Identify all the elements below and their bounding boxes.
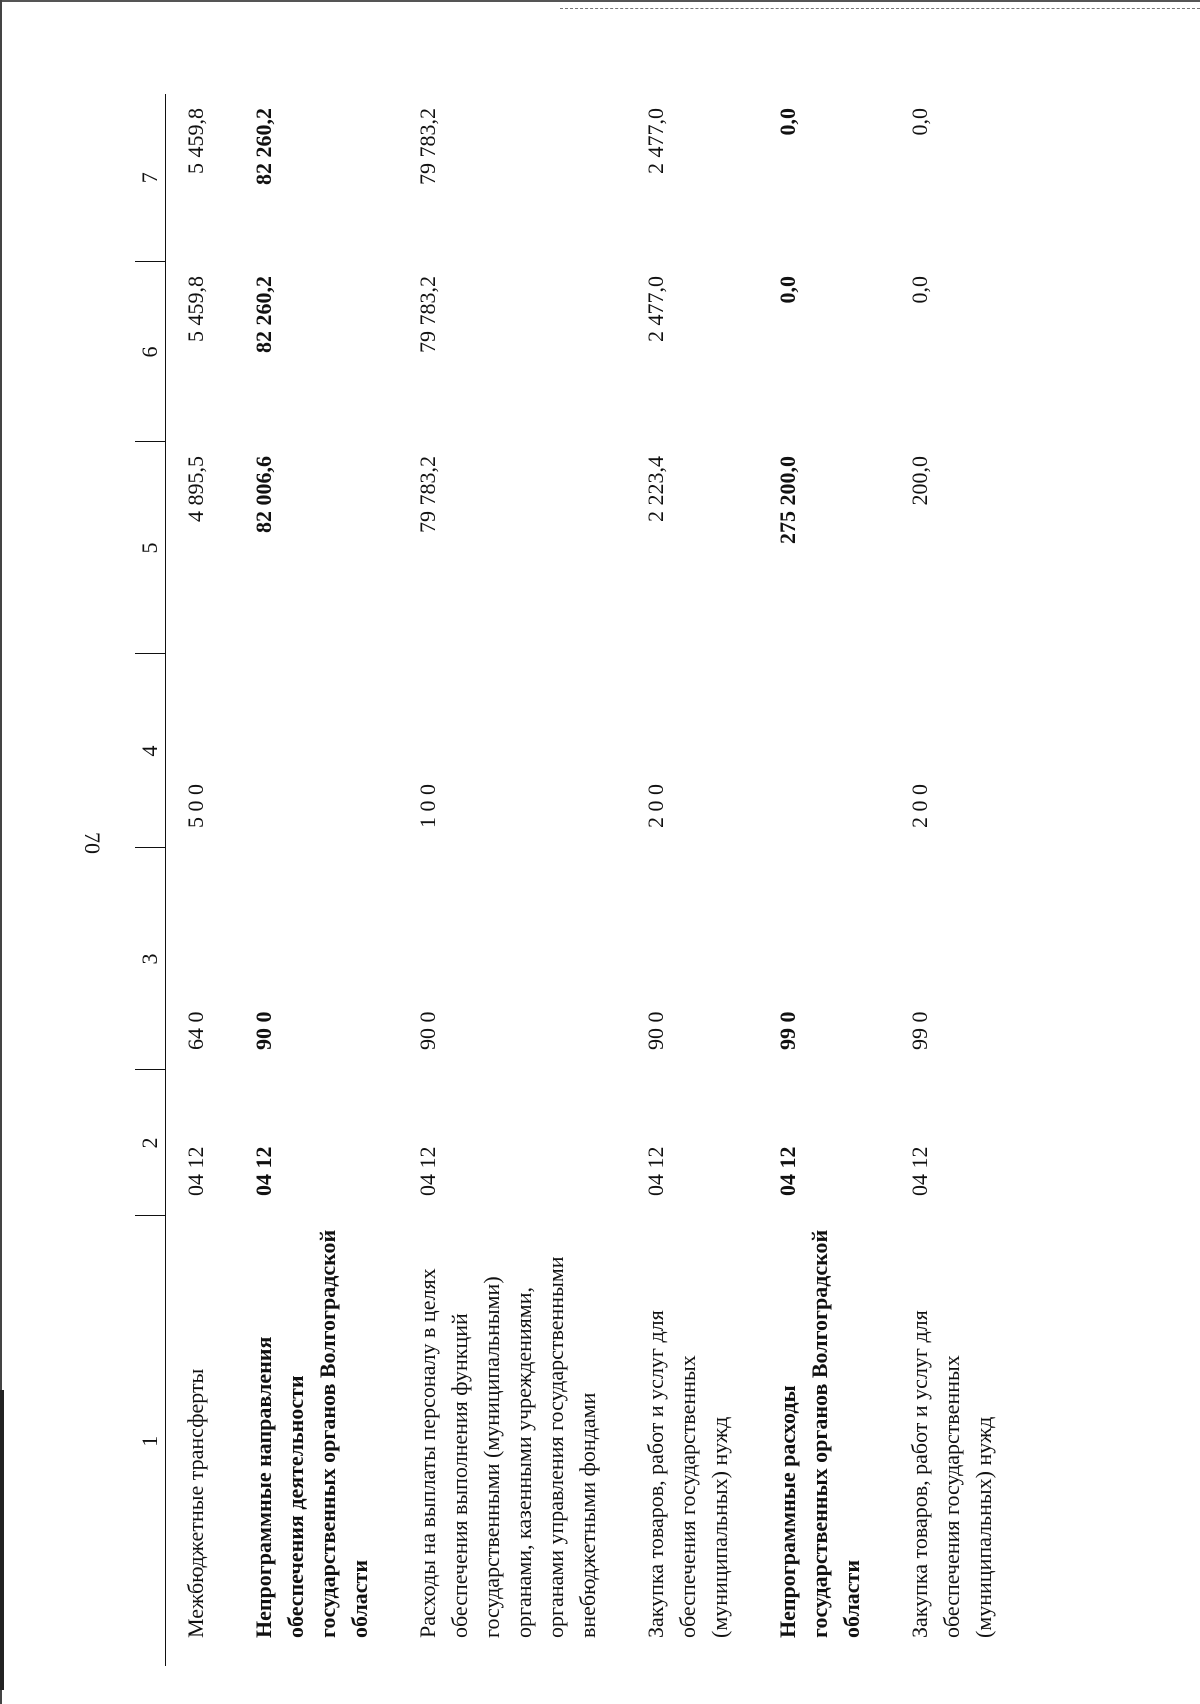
column-header-4: 4 [135,654,166,848]
row-value-6: 79 783,2 [415,276,440,353]
row-value-7: 2 477,0 [643,108,668,174]
row-value-6: 5 459,8 [183,276,208,342]
table-row [398,94,626,1666]
row-value-5: 82 006,6 [251,456,276,533]
row-expense-type: 2 0 0 [643,784,668,828]
row-value-5: 4 895,5 [183,456,208,522]
row-target-code: 90 0 [643,1011,668,1050]
row-expense-type [234,654,398,848]
row-value-6: 82 260,2 [251,276,276,353]
row-name: Межбюджетные трансферты [183,1368,208,1638]
row-target-code: 99 0 [775,1011,800,1050]
page-number: 70 [80,832,105,854]
row-section-code: 04 12 [251,1146,276,1196]
scan-edge-top [0,0,1200,20]
row-section-code: 04 12 [643,1146,668,1196]
row-target-code: 99 0 [907,1011,932,1050]
table-row [626,94,758,1666]
row-value-5: 79 783,2 [415,456,440,533]
row-name: Непрограммные расходы государственных органов Волгоградской области [775,1229,864,1638]
rotated-table-container [135,94,1165,1666]
row-value-7: 79 783,2 [415,108,440,185]
budget-table [135,94,1022,1666]
row-expense-type: 1 0 0 [415,784,440,828]
row-name: Непрограммные направления обеспечения деятельности государственных органов Волгоградской области [251,1229,372,1638]
row-section-code: 04 12 [775,1146,800,1196]
row-section-code: 04 12 [183,1146,208,1196]
row-name: Закупка товаров, работ и услуг для обеспечения государственных (муниципальных) нужд [643,1310,732,1638]
row-expense-type [758,654,890,848]
column-header-5: 5 [135,442,166,654]
row-value-5: 2 223,4 [643,456,668,522]
row-value-6: 0,0 [775,276,800,304]
row-value-6: 2 477,0 [643,276,668,342]
row-name: Расходы на выплаты персоналу в целях обеспечения выполнения функций государственными (муниципальными) органами, казенными учреждениями, органами управления государственными внебюджетными фондами [415,1256,600,1638]
table-row [890,94,1022,1666]
row-value-7: 5 459,8 [183,108,208,174]
column-header-7: 7 [135,94,166,262]
row-expense-type: 2 0 0 [907,784,932,828]
row-value-6: 0,0 [907,276,932,304]
row-target-code: 64 0 [183,1011,208,1050]
row-value-7: 82 260,2 [251,108,276,185]
row-section-code: 04 12 [415,1146,440,1196]
row-expense-type: 5 0 0 [183,784,208,828]
column-header-2: 2 [135,1070,166,1216]
column-header-1: 1 [135,1216,166,1666]
row-value-5: 200,0 [907,456,932,506]
table-row [758,94,890,1666]
row-name: Закупка товаров, работ и услуг для обеспечения государственных (муниципальных) нужд [907,1310,996,1638]
table-row [166,94,235,1666]
table-row [234,94,398,1666]
scan-edge-left [0,0,4,1704]
row-target-code: 90 0 [251,1011,276,1050]
row-target-code: 90 0 [415,1011,440,1050]
table-header-row [135,94,166,1666]
row-value-7: 0,0 [907,108,932,136]
row-section-code: 04 12 [907,1146,932,1196]
row-value-7: 0,0 [775,108,800,136]
column-header-6: 6 [135,262,166,442]
column-header-3: 3 [135,848,166,1070]
row-value-5: 275 200,0 [775,456,800,544]
